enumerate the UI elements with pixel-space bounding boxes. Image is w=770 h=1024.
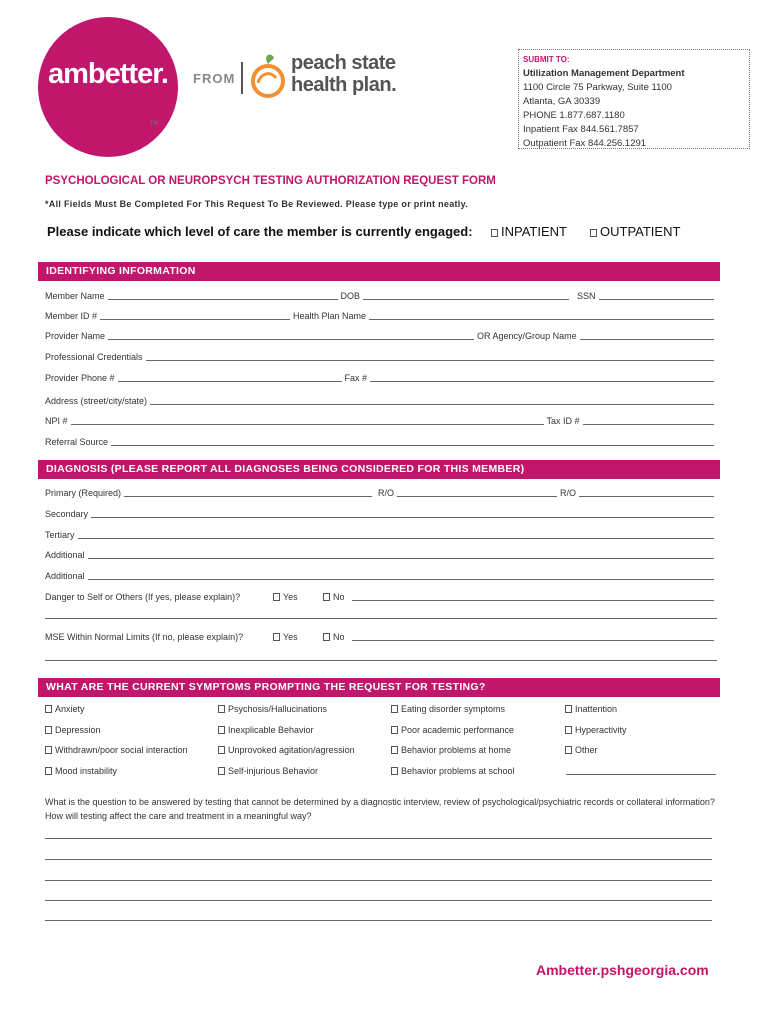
danger-no-option[interactable]: No — [323, 592, 349, 602]
tax-id-field[interactable] — [583, 417, 714, 425]
symptom-checkbox[interactable] — [45, 767, 52, 775]
outpatient-checkbox[interactable] — [590, 229, 597, 237]
dob-field[interactable] — [363, 292, 569, 300]
submit-to-title: SUBMIT TO: — [523, 55, 570, 64]
tertiary-diagnosis-row: Tertiary — [45, 528, 717, 540]
answer-line-5[interactable] — [45, 920, 712, 921]
provider-phone-row: Provider Phone # Fax # — [45, 371, 717, 383]
agency-group-name-field[interactable] — [580, 332, 714, 340]
trademark-mark: TM — [150, 121, 159, 127]
symptom-option[interactable] — [218, 745, 355, 755]
ssn-field[interactable] — [599, 292, 714, 300]
member-id-field[interactable] — [100, 312, 290, 320]
form-note: *All Fields Must Be Completed For This Request To Be Reviewed. Please type or print neatly. — [45, 199, 469, 209]
symptom-checkbox[interactable] — [391, 726, 398, 734]
primary-diagnosis-row: Primary (Required) R/O R/O — [45, 486, 717, 498]
symptom-checkbox[interactable] — [218, 767, 225, 775]
rule-out-2-field[interactable] — [579, 489, 714, 497]
form-title: PSYCHOLOGICAL OR NEUROPSYCH TESTING AUTHORIZATION REQUEST FORM — [45, 175, 496, 187]
mse-explain-line-2[interactable] — [45, 660, 717, 661]
submit-outpatient-fax: Outpatient Fax 844.256.1291 — [523, 138, 647, 149]
symptom-option[interactable] — [391, 725, 514, 735]
fax-field[interactable] — [370, 374, 714, 382]
mse-row: MSE Within Normal Limits (If no, please explain)? Yes No — [45, 630, 717, 642]
symptom-option[interactable] — [391, 766, 515, 776]
outpatient-option[interactable]: OUTPATIENT — [590, 224, 680, 239]
symptom-option[interactable] — [45, 766, 117, 776]
symptom-checkbox[interactable] — [565, 726, 572, 734]
additional-diagnosis-row-2: Additional — [45, 569, 717, 581]
symptom-label: Inattention — [575, 704, 618, 714]
inpatient-checkbox[interactable] — [491, 229, 498, 237]
symptom-label: Psychosis/Hallucinations — [228, 704, 328, 714]
symptom-label: Eating disorder symptoms — [401, 704, 506, 714]
member-name-field[interactable] — [108, 292, 338, 300]
danger-explain-field[interactable] — [352, 593, 714, 601]
symptom-option[interactable] — [45, 725, 101, 735]
additional-diagnosis-1-field[interactable] — [88, 551, 714, 559]
symptom-label: Anxiety — [55, 704, 85, 714]
footer-url[interactable]: Ambetter.pshgeorgia.com — [536, 962, 709, 978]
symptom-checkbox[interactable] — [391, 767, 398, 775]
symptom-checkbox[interactable] — [218, 705, 225, 713]
symptom-option[interactable] — [565, 725, 627, 735]
symptom-label: Poor academic performance — [401, 725, 515, 735]
peach-state-name-line2: health plan. — [291, 74, 397, 96]
symptom-option[interactable] — [565, 745, 598, 755]
symptom-checkbox[interactable] — [218, 726, 225, 734]
provider-phone-field[interactable] — [118, 374, 342, 382]
symptom-label: Withdrawn/poor social interaction — [55, 745, 188, 755]
mse-explain-field[interactable] — [352, 633, 714, 641]
symptom-checkbox[interactable] — [45, 746, 52, 754]
symptom-checkbox[interactable] — [565, 705, 572, 713]
submit-address1: 1100 Circle 75 Parkway, Suite 1100 — [523, 82, 672, 93]
inpatient-option[interactable]: INPATIENT — [491, 224, 567, 239]
symptom-checkbox[interactable] — [391, 705, 398, 713]
member-id-row: Member ID # Health Plan Name — [45, 309, 717, 321]
rule-out-1-field[interactable] — [397, 489, 557, 497]
logo-divider — [241, 62, 243, 94]
symptom-checkbox[interactable] — [45, 726, 52, 734]
symptom-checkbox[interactable] — [391, 746, 398, 754]
secondary-diagnosis-field[interactable] — [91, 510, 714, 518]
member-name-row: Member Name DOB SSN — [45, 289, 717, 301]
symptom-label: Unprovoked agitation/agression — [228, 745, 355, 755]
address-row: Address (street/city/state) — [45, 394, 717, 406]
credentials-field[interactable] — [146, 353, 714, 361]
symptom-option[interactable] — [565, 704, 617, 714]
submit-to-box — [518, 49, 750, 149]
symptom-label: Self-injurious Behavior — [228, 766, 319, 776]
secondary-diagnosis-row: Secondary — [45, 507, 717, 519]
symptom-option[interactable] — [391, 745, 511, 755]
address-field[interactable] — [150, 397, 714, 405]
symptom-label: Behavior problems at home — [401, 745, 512, 755]
symptom-label: Other — [575, 745, 598, 755]
submit-inpatient-fax: Inpatient Fax 844.561.7857 — [523, 124, 639, 135]
other-symptom-field[interactable] — [566, 774, 716, 775]
symptom-option[interactable] — [218, 766, 318, 776]
symptom-label: Behavior problems at school — [401, 766, 515, 776]
provider-name-field[interactable] — [108, 332, 474, 340]
answer-line-4[interactable] — [45, 900, 712, 901]
level-of-care-question: Please indicate which level of care the member is currently engaged: — [47, 224, 473, 239]
symptom-option[interactable] — [218, 725, 314, 735]
symptom-option[interactable] — [45, 704, 85, 714]
testing-question: What is the question to be answered by testing that cannot be determined by a diagnostic interview, review of psychological/psychiatric records or collateral information? How will testing affect the care and treatment in a meaningful way? — [45, 797, 715, 821]
symptom-checkbox[interactable] — [565, 746, 572, 754]
npi-row: NPI # Tax ID # — [45, 414, 717, 426]
symptom-option[interactable] — [391, 704, 505, 714]
danger-explain-line-2[interactable] — [45, 618, 717, 619]
symptom-label: Mood instability — [55, 766, 118, 776]
symptom-label: Hyperactivity — [575, 725, 627, 735]
symptom-checkbox[interactable] — [45, 705, 52, 713]
mse-yes-checkbox[interactable] — [273, 633, 280, 641]
submit-phone: PHONE 1.877.687.1180 — [523, 110, 625, 121]
referral-source-field[interactable] — [111, 438, 714, 446]
peach-icon — [248, 50, 288, 100]
mse-no-option[interactable]: No — [323, 632, 349, 642]
additional-diagnosis-row-1: Additional — [45, 548, 717, 560]
tertiary-diagnosis-field[interactable] — [78, 531, 714, 539]
mse-yes-option[interactable]: Yes — [273, 632, 323, 642]
diagnosis-section-header: DIAGNOSIS (PLEASE REPORT ALL DIAGNOSES BEING CONSIDERED FOR THIS MEMBER) — [38, 460, 720, 479]
danger-yes-option[interactable]: Yes — [273, 592, 323, 602]
symptom-label: Depression — [55, 725, 101, 735]
identifying-section-header: IDENTIFYING INFORMATION — [38, 262, 720, 281]
ambetter-logo-text: ambetter. — [48, 58, 168, 90]
additional-diagnosis-2-field[interactable] — [88, 572, 714, 580]
referral-source-row: Referral Source — [45, 435, 717, 447]
danger-row: Danger to Self or Others (If yes, please explain)? Yes No — [45, 590, 717, 602]
danger-yes-checkbox[interactable] — [273, 593, 280, 601]
npi-field[interactable] — [71, 417, 544, 425]
peach-state-name-line1: peach state — [291, 52, 396, 74]
danger-no-checkbox[interactable] — [323, 593, 330, 601]
provider-name-row: Provider Name OR Agency/Group Name — [45, 329, 717, 341]
submit-department: Utilization Management Department — [523, 68, 685, 79]
symptom-label: Inexplicable Behavior — [228, 725, 314, 735]
mse-no-checkbox[interactable] — [323, 633, 330, 641]
answer-line-3[interactable] — [45, 880, 712, 881]
symptom-checkbox[interactable] — [218, 746, 225, 754]
credentials-row: Professional Credentials — [45, 350, 717, 362]
symptom-option[interactable] — [45, 745, 188, 755]
symptoms-section-header: WHAT ARE THE CURRENT SYMPTOMS PROMPTING THE REQUEST FOR TESTING? — [38, 678, 720, 697]
submit-address2: Atlanta, GA 30339 — [523, 96, 601, 107]
primary-diagnosis-field[interactable] — [124, 489, 372, 497]
answer-line-2[interactable] — [45, 859, 712, 860]
from-label: FROM — [193, 71, 236, 86]
health-plan-name-field[interactable] — [369, 312, 714, 320]
symptom-option[interactable] — [218, 704, 327, 714]
answer-line-1[interactable] — [45, 838, 712, 839]
